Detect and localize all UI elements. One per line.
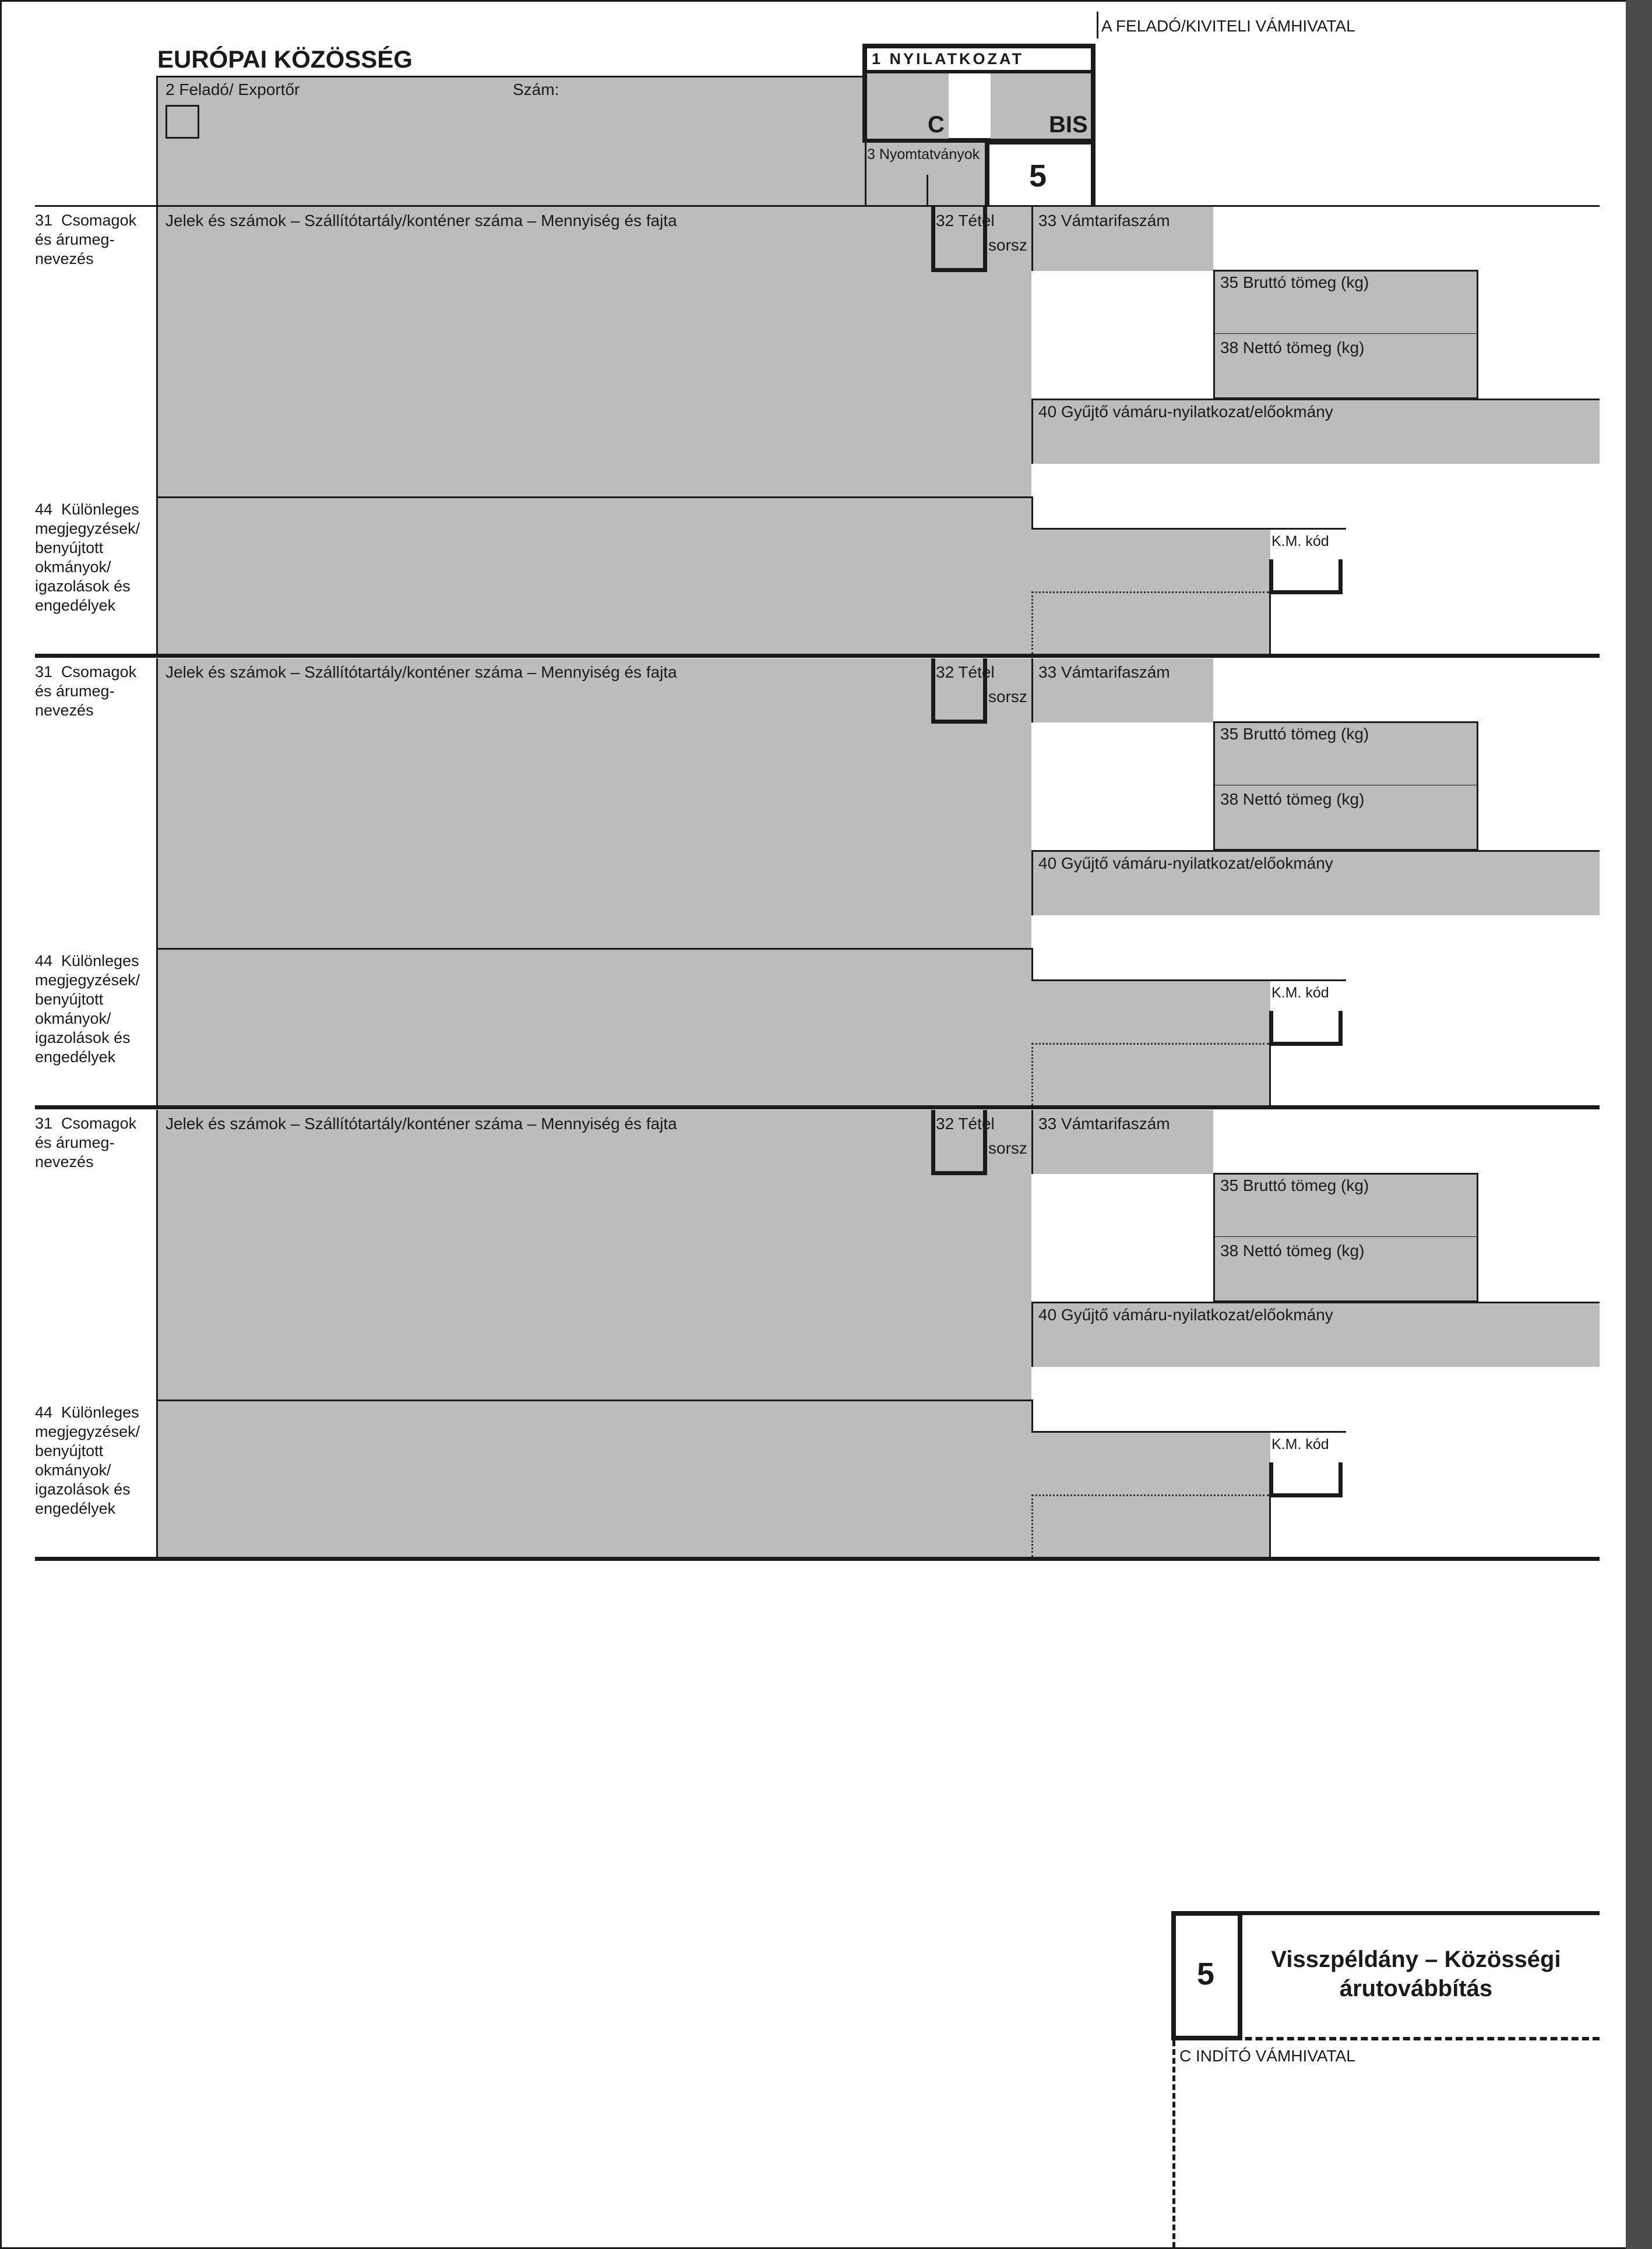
km-right-blank (1269, 594, 1595, 654)
jelek-label: Jelek és számok – Szállítótartály/konténer száma – Mennyiség és fajta (165, 1115, 677, 1133)
csomagok-text: 31 Csomagok és árumeg- nevezés (35, 211, 137, 267)
gyujto-label: 40 Gyűjtő vámáru-nyilatkozat/előokmány (1038, 854, 1333, 872)
km-field[interactable] (1031, 1431, 1270, 1557)
box-a-label: A FELADÓ/KIVITELI VÁMHIVATAL (1101, 17, 1355, 35)
km-dotted-h (1031, 1043, 1269, 1045)
kulonleges-text: 44 Különleges megjegyzések/ benyújtott okmányok/ igazolások és engedélyek (35, 952, 140, 1066)
km-dotted-h (1031, 1494, 1269, 1496)
box-c-dashed-vertical (1172, 2040, 1175, 2248)
jelek-label: Jelek és számok – Szállítótartály/konténer száma – Mennyiség és fajta (165, 663, 677, 681)
kulonleges-label (35, 1403, 169, 1518)
km-step-line (1031, 496, 1033, 529)
jelek-label: Jelek és számok – Szállítótartály/konténer száma – Mennyiség és fajta (165, 211, 677, 230)
section-bottom-line (35, 1557, 1600, 1561)
km-kod-label: K.M. kód (1271, 533, 1329, 549)
km-top-line (1031, 1431, 1346, 1433)
box2-checkbox[interactable] (165, 105, 199, 139)
brutto-label: 35 Bruttó tömeg (kg) (1220, 273, 1369, 291)
box2-label: 2 Feladó/ Exportőr (165, 80, 300, 98)
jelek-field[interactable] (156, 658, 1031, 948)
km-field[interactable] (1031, 979, 1270, 1105)
gyujto-label: 40 Gyűjtő vámáru-nyilatkozat/előokmány (1038, 403, 1333, 421)
csomagok-text: 31 Csomagok és árumeg- nevezés (35, 1115, 137, 1171)
box3-number: 5 (1029, 158, 1047, 193)
km-dotted-v (1031, 591, 1033, 654)
vamtarifa-label: 33 Vámtarifaszám (1038, 1115, 1170, 1133)
tetel-label: 32 Tétel (936, 1115, 995, 1133)
sorsz-label: sorsz (988, 1139, 1027, 1157)
km-step-line (1031, 1400, 1033, 1432)
km-field[interactable] (1031, 528, 1270, 654)
right-edge-bar (1626, 0, 1652, 2249)
km-top-line (1031, 979, 1346, 981)
csomagok-label (35, 1114, 169, 1172)
km-right-blank (1269, 1497, 1595, 1557)
km-top-line (1031, 528, 1346, 530)
kulonleges-label (35, 951, 169, 1067)
form-title: EURÓPAI KÖZÖSSÉG (157, 45, 413, 73)
kulonleges-field[interactable] (156, 1400, 1031, 1557)
km-code-box[interactable] (1269, 559, 1343, 594)
csomagok-label (35, 662, 169, 720)
kulonleges-text: 44 Különleges megjegyzések/ benyújtott okmányok/ igazolások és engedélyek (35, 500, 140, 614)
sorsz-label: sorsz (988, 236, 1027, 254)
kulonleges-text: 44 Különleges megjegyzések/ benyújtott okmányok/ igazolások és engedélyek (35, 1404, 140, 1517)
km-code-box[interactable] (1269, 1011, 1343, 1046)
jelek-field[interactable] (156, 207, 1031, 496)
km-right-blank (1269, 1046, 1595, 1105)
footer-dashed-line (1171, 2037, 1600, 2040)
km-dotted-v (1031, 1494, 1033, 1557)
box1-label: 1 NYILATKOZAT (872, 50, 1024, 68)
netto-label: 38 Nettó tömeg (kg) (1220, 1242, 1365, 1260)
box3-label: 3 Nyomtatványok (867, 146, 980, 163)
vamtarifa-label: 33 Vámtarifaszám (1038, 663, 1170, 681)
copy-number: 5 (1197, 1957, 1215, 1991)
brutto-label: 35 Bruttó tömeg (kg) (1220, 725, 1369, 743)
km-kod-label: K.M. kód (1271, 1436, 1329, 1453)
netto-label: 38 Nettó tömeg (kg) (1220, 339, 1365, 357)
tetel-label: 32 Tétel (936, 211, 995, 230)
tetel-label: 32 Tétel (936, 663, 995, 681)
kulonleges-field[interactable] (156, 496, 1031, 654)
box-c-label: C INDÍTÓ VÁMHIVATAL (1179, 2047, 1355, 2065)
km-code-box[interactable] (1269, 1462, 1343, 1497)
box3-tick (927, 175, 928, 207)
section-bottom-line (35, 1105, 1600, 1109)
box2-szam-label: Szám: (513, 80, 559, 98)
jelek-field[interactable] (156, 1110, 1031, 1400)
netto-label: 38 Nettó tömeg (kg) (1220, 790, 1365, 808)
gyujto-label: 40 Gyűjtő vámáru-nyilatkozat/előokmány (1038, 1306, 1333, 1324)
kulonleges-label (35, 500, 169, 615)
csomagok-label (35, 211, 169, 269)
box1-c-letter: C (928, 112, 945, 138)
box1-bis-letter: BIS (1049, 112, 1088, 138)
brutto-label: 35 Bruttó tömeg (kg) (1220, 1176, 1369, 1194)
box-a-divider (1097, 12, 1098, 38)
km-dotted-v (1031, 1043, 1033, 1105)
sorsz-label: sorsz (988, 688, 1027, 706)
km-dotted-h (1031, 591, 1269, 593)
section-bottom-line (35, 654, 1600, 658)
copy-title: Visszpéldány – Közösségi árutovábbítás (1271, 1947, 1561, 2001)
csomagok-text: 31 Csomagok és árumeg- nevezés (35, 663, 137, 719)
km-kod-label: K.M. kód (1271, 985, 1329, 1001)
km-step-line (1031, 948, 1033, 981)
vamtarifa-label: 33 Vámtarifaszám (1038, 211, 1170, 230)
kulonleges-field[interactable] (156, 948, 1031, 1105)
